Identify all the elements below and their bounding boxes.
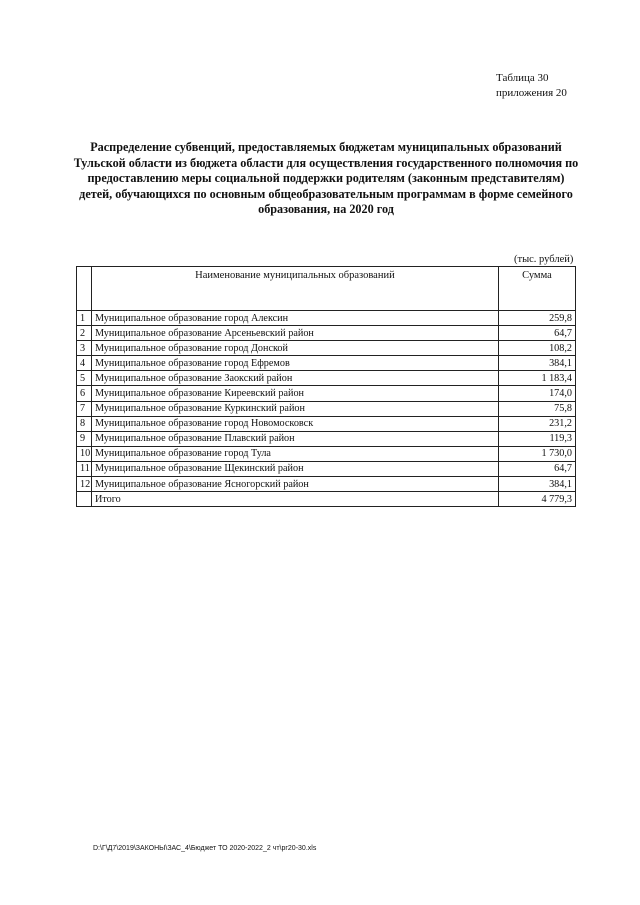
table-row	[77, 431, 576, 446]
row-sum: 231,2	[498, 416, 575, 431]
row-sum: 119,3	[498, 431, 575, 446]
row-municipality-name: Муниципальное образование Ясногорский район	[91, 477, 498, 492]
row-number: 7	[77, 401, 92, 416]
file-path-footer: D:\Г\Д7\2019\ЗАКОНЫ\ЗАС_4\Бюджет ТО 2020-2022_2 чт\рг20-30.xls	[93, 845, 317, 852]
row-number: 2	[77, 326, 92, 341]
row-sum: 1 730,0	[498, 446, 575, 461]
row-municipality-name: Муниципальное образование Щекинский район	[91, 461, 498, 476]
row-municipality-name: Муниципальное образование город Ефремов	[91, 356, 498, 371]
row-sum: 384,1	[498, 477, 575, 492]
row-number: 6	[77, 386, 92, 401]
appendix-number: приложения 20	[496, 87, 567, 99]
distribution-table	[76, 266, 576, 507]
row-sum: 64,7	[498, 461, 575, 476]
row-number: 3	[77, 341, 92, 356]
row-sum: 174,0	[498, 386, 575, 401]
row-municipality-name: Муниципальное образование Куркинский район	[91, 401, 498, 416]
row-sum: 108,2	[498, 341, 575, 356]
row-sum: 64,7	[498, 326, 575, 341]
table-row	[77, 356, 576, 371]
total-label: Итого	[91, 492, 498, 507]
total-row	[77, 492, 576, 507]
table-row	[77, 416, 576, 431]
row-municipality-name: Муниципальное образование Арсеньевский район	[91, 326, 498, 341]
units-label: (тыс. рублей)	[514, 254, 574, 265]
table-row	[77, 311, 576, 326]
row-municipality-name: Муниципальное образование Плавский район	[91, 431, 498, 446]
row-number: 12	[77, 477, 92, 492]
table-reference	[496, 71, 567, 101]
row-number: 8	[77, 416, 92, 431]
row-sum: 384,1	[498, 356, 575, 371]
header-name: Наименование муниципальных образований	[91, 267, 498, 311]
table-header-row	[77, 267, 576, 311]
table-number: Таблица 30	[496, 72, 549, 84]
row-municipality-name: Муниципальное образование город Донской	[91, 341, 498, 356]
table-row	[77, 401, 576, 416]
header-sum: Сумма	[498, 267, 575, 311]
header-num	[77, 267, 92, 311]
table-row	[77, 477, 576, 492]
row-number: 4	[77, 356, 92, 371]
row-sum: 259,8	[498, 311, 575, 326]
row-sum: 75,8	[498, 401, 575, 416]
row-sum: 1 183,4	[498, 371, 575, 386]
table-row	[77, 371, 576, 386]
row-number: 10	[77, 446, 92, 461]
table-row	[77, 461, 576, 476]
total-sum: 4 779,3	[498, 492, 575, 507]
table-row	[77, 341, 576, 356]
table-row	[77, 326, 576, 341]
row-municipality-name: Муниципальное образование город Алексин	[91, 311, 498, 326]
row-municipality-name: Муниципальное образование Киреевский район	[91, 386, 498, 401]
row-number: 5	[77, 371, 92, 386]
row-number: 11	[77, 461, 92, 476]
row-number: 1	[77, 311, 92, 326]
row-municipality-name: Муниципальное образование город Новомосковск	[91, 416, 498, 431]
row-municipality-name: Муниципальное образование город Тула	[91, 446, 498, 461]
document-title: Распределение субвенций, предоставляемых бюджетам муниципальных образований Тульской области из бюджета области для осуществления государственного полномочия по предоставлению меры социальной поддержки родителям (законным представителям) детей, обучающихся по основным общеобразовательным программам в форме семейного образования, на 2020 год	[73, 140, 579, 216]
table-row	[77, 386, 576, 401]
total-num-cell	[77, 492, 92, 507]
row-municipality-name: Муниципальное образование Заокский район	[91, 371, 498, 386]
table-row	[77, 446, 576, 461]
row-number: 9	[77, 431, 92, 446]
